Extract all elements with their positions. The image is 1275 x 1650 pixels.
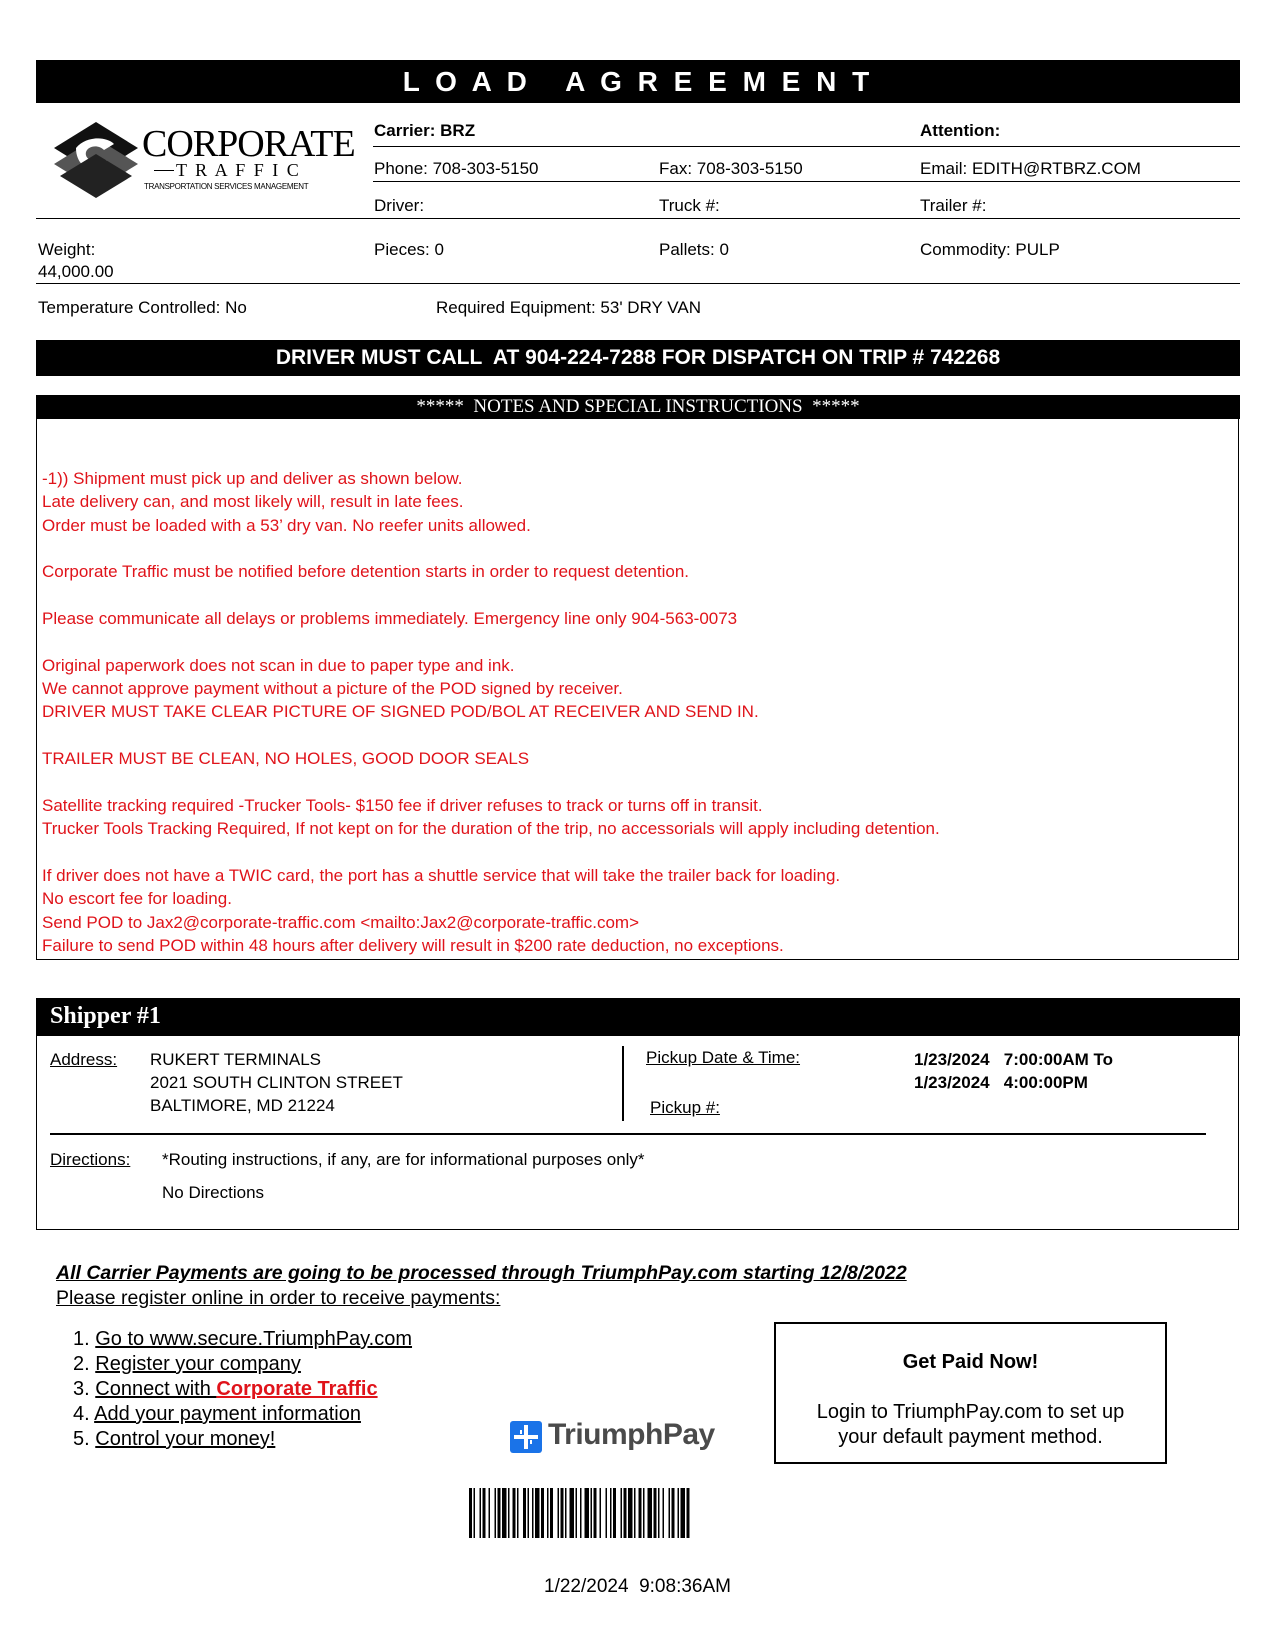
carrier-email: Email: EDITH@RTBRZ.COM xyxy=(920,159,1141,178)
step-number: 4. xyxy=(73,1403,90,1425)
payment-step-3 xyxy=(73,1378,378,1401)
dispatch-banner xyxy=(36,340,1240,376)
payment-headline: All Carrier Payments are going to be processed through TriumphPay.com starting 12/8/2022 xyxy=(56,1262,907,1284)
note-line: Trucker Tools Tracking Required, If not kept on for the duration of the trip, no accessorials will apply including detention. xyxy=(42,819,940,838)
pieces-value: Pieces: 0 xyxy=(374,240,444,259)
driver-label: Driver: xyxy=(374,196,425,215)
note-line: We cannot approve payment without a picture of the POD signed by receiver. xyxy=(42,679,623,698)
pickup-to: 1/23/2024 4:00:00PM xyxy=(914,1073,1088,1092)
get-paid-title: Get Paid Now! xyxy=(902,1351,1039,1373)
notes-header: ***** NOTES AND SPECIAL INSTRUCTIONS ***** xyxy=(416,396,860,417)
step-text: Control your money! xyxy=(95,1428,276,1450)
note-line: Failure to send POD within 48 hours after delivery will result in $200 rate deduction, no exceptions. xyxy=(42,936,784,955)
attention-label: Attention: xyxy=(920,121,1001,140)
note-line: DRIVER MUST TAKE CLEAR PICTURE OF SIGNED POD/BOL AT RECEIVER AND SEND IN. xyxy=(42,702,759,721)
weight-value: 44,000.00 xyxy=(38,262,114,281)
dispatch-text: DRIVER MUST CALL AT 904-224-7288 FOR DISPATCH ON TRIP # 742268 xyxy=(275,346,1001,369)
logo-tagline: TRANSPORTATION SERVICES MANAGEMENT xyxy=(144,182,309,191)
pickup-date-label: Pickup Date & Time: xyxy=(646,1048,801,1067)
note-line: Corporate Traffic must be notified before detention starts in order to request detention. xyxy=(42,562,690,581)
note-line: Satellite tracking required -Trucker Tools- $150 fee if driver refuses to track or turns off in transit. xyxy=(42,796,763,815)
payment-step-2 xyxy=(73,1353,301,1376)
note-line: TRAILER MUST BE CLEAN, NO HOLES, GOOD DOOR SEALS xyxy=(42,749,530,768)
commodity-value: Commodity: PULP xyxy=(920,240,1060,259)
step-number: 5. xyxy=(73,1428,90,1450)
pallets-value: Pallets: 0 xyxy=(659,240,729,259)
triumphpay-logo xyxy=(510,1418,720,1458)
get-paid-line2: your default payment method. xyxy=(838,1426,1103,1448)
step-number: 2. xyxy=(73,1353,90,1375)
step-text: Connect with xyxy=(95,1378,217,1400)
note-line: Please communicate all delays or problems immediately. Emergency line only 904-563-0073 xyxy=(42,609,738,628)
weight-label: Weight: xyxy=(38,240,96,259)
payment-subline: Please register online in order to receive payments: xyxy=(56,1287,501,1309)
barcode-icon xyxy=(469,1488,801,1538)
pickup-from: 1/23/2024 7:00:00AM To xyxy=(914,1050,1114,1069)
directions-text: No Directions xyxy=(162,1183,265,1202)
get-paid-box xyxy=(774,1322,1167,1464)
shipper-header: Shipper #1 xyxy=(50,1003,161,1029)
triumphpay-link[interactable]: Go to www.secure.TriumphPay.com xyxy=(95,1328,413,1350)
logo-name: CORPORATE xyxy=(142,123,355,165)
note-line: Late delivery can, and most likely will, result in late fees. xyxy=(42,492,464,511)
pickup-number-label: Pickup #: xyxy=(650,1098,720,1117)
payment-step-5 xyxy=(73,1428,275,1451)
shipper-header-bar xyxy=(36,998,1240,1036)
get-paid-line1: Login to TriumphPay.com to set up xyxy=(816,1401,1125,1423)
note-line: If driver does not have a TWIC card, the port has a shuttle service that will take the trailer back for loading. xyxy=(42,866,841,885)
step-text: Register your company xyxy=(95,1353,301,1375)
address-line: RUKERT TERMINALS xyxy=(150,1050,321,1069)
document-title: L O A D A G R E E M E N T xyxy=(402,66,874,97)
note-line: No escort fee for loading. xyxy=(42,889,232,908)
directions-note: *Routing instructions, if any, are for informational purposes only* xyxy=(162,1150,645,1169)
note-line: Order must be loaded with a 53’ dry van. No reefer units allowed. xyxy=(42,516,531,535)
carrier-name: Carrier: BRZ xyxy=(374,121,476,140)
corporate-traffic-highlight: Corporate Traffic xyxy=(216,1378,378,1400)
payment-step-1 xyxy=(73,1328,412,1351)
step-text: Add your payment information xyxy=(94,1403,361,1425)
step-number: 1. xyxy=(73,1328,90,1350)
brand-name: TriumphPay xyxy=(548,1418,715,1451)
note-line: Send POD to Jax2@corporate-traffic.com <mailto:Jax2@corporate-traffic.com> xyxy=(42,913,640,932)
carrier-fax: Fax: 708-303-5150 xyxy=(659,159,803,178)
trailer-label: Trailer #: xyxy=(920,196,987,215)
print-timestamp: 1/22/2024 9:08:36AM xyxy=(544,1576,731,1597)
title-bar xyxy=(36,60,1240,103)
address-label: Address: xyxy=(50,1050,118,1069)
truck-label: Truck #: xyxy=(659,196,720,215)
logo-mark-icon xyxy=(46,118,146,204)
equipment-value: Required Equipment: 53' DRY VAN xyxy=(436,298,702,317)
address-line: BALTIMORE, MD 21224 xyxy=(150,1096,335,1115)
shipper-divider xyxy=(622,1046,624,1121)
company-logo xyxy=(46,118,355,208)
step-number: 3. xyxy=(73,1378,90,1400)
note-line: Original paperwork does not scan in due to paper type and ink. xyxy=(42,656,515,675)
payment-step-4 xyxy=(73,1403,361,1426)
address-line: 2021 SOUTH CLINTON STREET xyxy=(150,1073,403,1092)
logo-subname: T R A F F I C xyxy=(176,160,301,180)
temperature-value: Temperature Controlled: No xyxy=(38,298,247,317)
directions-label: Directions: xyxy=(50,1150,131,1169)
notes-header-bar xyxy=(36,395,1240,419)
note-line: -1)) Shipment must pick up and deliver as shown below. xyxy=(42,469,463,488)
carrier-phone: Phone: 708-303-5150 xyxy=(374,159,539,178)
plus-square-icon xyxy=(510,1421,542,1453)
